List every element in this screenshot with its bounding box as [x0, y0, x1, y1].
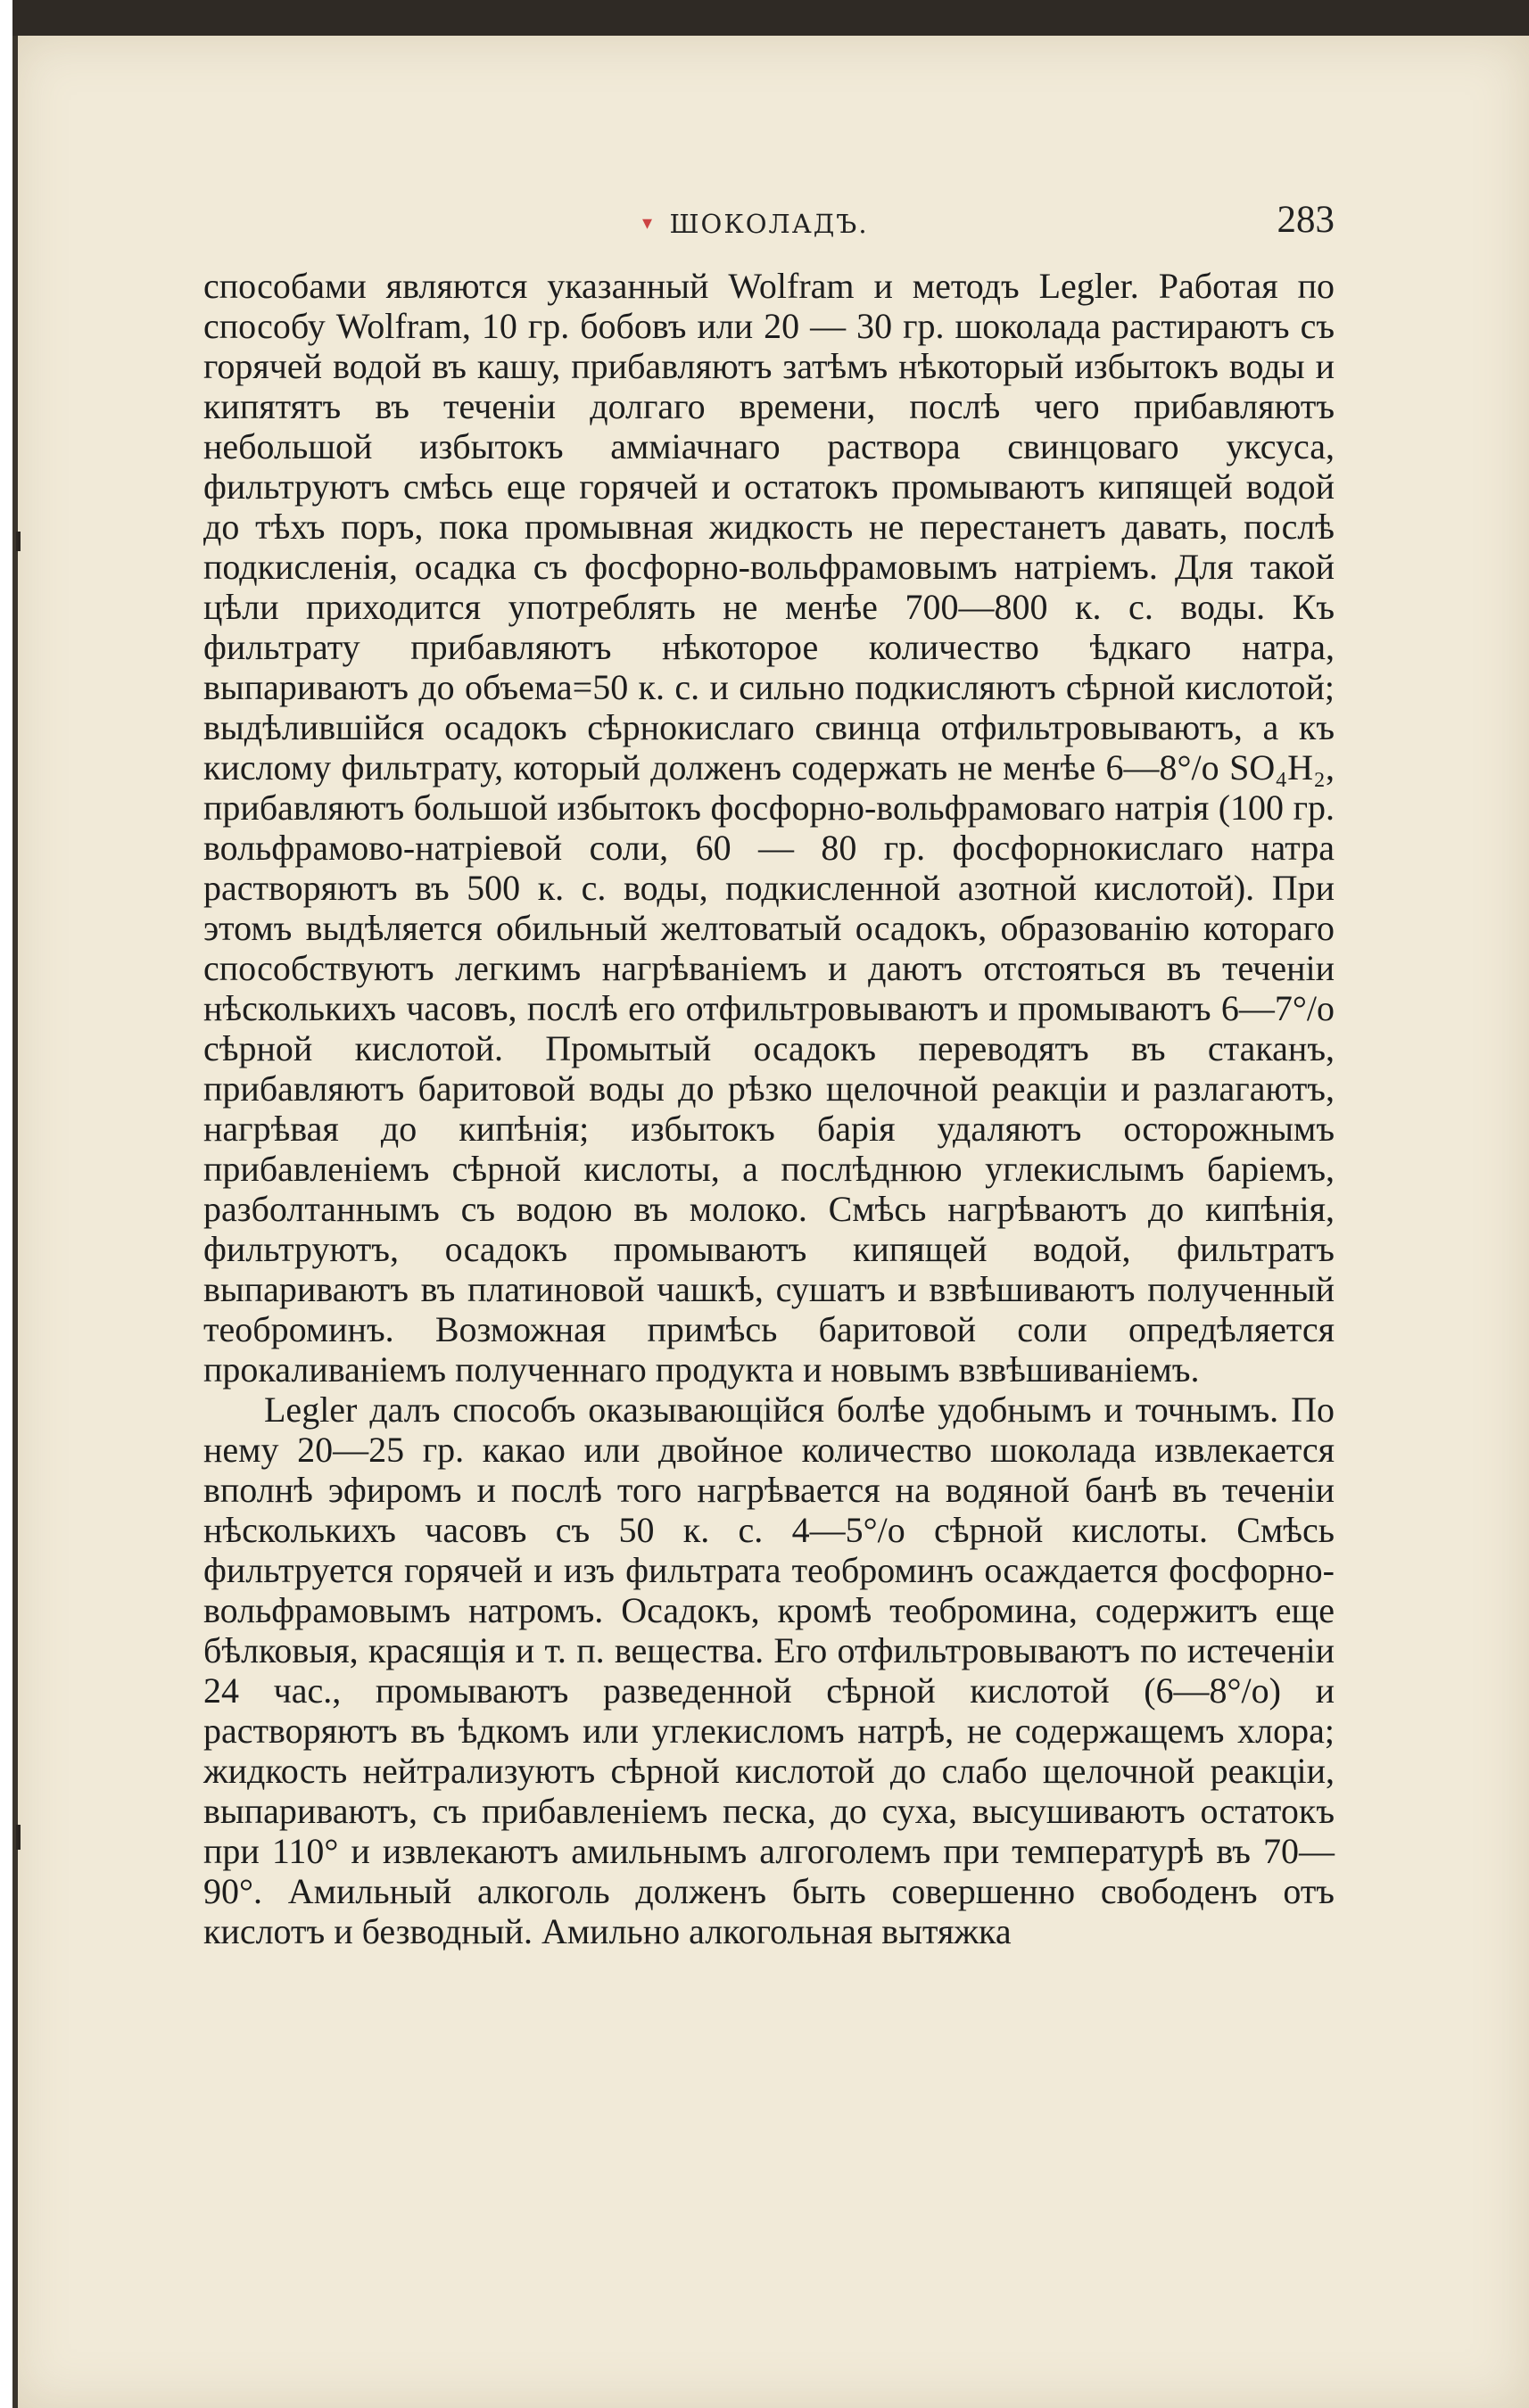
- running-title: ШОКОЛАДЪ.: [669, 209, 869, 239]
- page-header: [203, 198, 1335, 252]
- margin-mark: [16, 532, 21, 551]
- paragraph: способами являются указанный Wolfram и методъ Legler. Работая по способу Wolfram, 10 гр. бобовъ или 20 — 30 гр. шоколада растираютъ съ горячей водой въ кашу, прибавляютъ затѣмъ нѣкоторый избытокъ воды и кипятятъ въ теченіи долгаго времени, послѣ чего прибавляютъ небольшой избытокъ амміачнаго раствора свинцоваго уксуса, фильтруютъ смѣсь еще горячей и остатокъ промываютъ кипящей водой до тѣхъ поръ, пока промывная жидкость не перестанетъ давать, послѣ подкисленія, осадка съ фосфорно-вольфрамовымъ натріемъ. Для такой цѣли приходится употреблять не менѣе 700—800 к. с. воды. Къ фильтрату прибавляютъ нѣкоторое количество ѣдкаго натра, выпариваютъ до объема=50 к. с. и сильно подкисляютъ сѣрной кислотой; выдѣлившійся осадокъ сѣрнокислаго свинца отфильтровываютъ, а къ кислому фильтрату, который долженъ содержать не менѣе 6—8°/о SO₄H₂, прибавляютъ большой избытокъ фосфорно-вольфрамоваго натрія (100 гр. вольфрамово-натріевой соли, 60 — 80 гр. фосфорнокислаго натра растворяютъ въ 500 к. с. воды, подкисленной азотной кислотой). При этомъ выдѣляется обильный желтоватый осадокъ, образованію котораго способствуютъ легкимъ нагрѣваніемъ и даютъ отстояться въ теченіи нѣсколькихъ часовъ, послѣ его отфильтровываютъ и промываютъ 6—7°/о сѣрной кислотой. Промытый осадокъ переводятъ въ стаканъ, прибавляютъ баритовой воды до рѣзко щелочной реакціи и разлагаютъ, нагрѣвая до кипѣнія; избытокъ барія удаляютъ осторожнымъ прибавленіемъ сѣрной кислоты, а послѣднюю углекислымъ баріемъ, разболтаннымъ съ водою въ молоко. Смѣсь нагрѣваютъ до кипѣнія, фильтруютъ, осадокъ промываютъ кипящей водой, фильтратъ выпариваютъ въ платиновой чашкѣ, сушатъ и взвѣшиваютъ полученный теоброминъ. Возможная примѣсь баритовой соли опредѣляется прокаливаніемъ полученнаго продукта и новымъ взвѣшиваніемъ.: [203, 266, 1335, 1390]
- page-binding-edge: [12, 36, 18, 2408]
- paragraph: Legler далъ способъ оказывающійся болѣе удобнымъ и точнымъ. По нему 20—25 гр. какао или двойное количество шоколада извлекается вполнѣ эфиромъ и послѣ того нагрѣвается на водяной банѣ въ теченіи нѣсколькихъ часовъ съ 50 к. с. 4—5°/о сѣрной кислоты. Смѣсь фильтруется горячей и изъ фильтрата теоброминъ осаждается фосфорно-вольфрамовымъ натромъ. Осадокъ, кромѣ теобромина, содержитъ еще бѣлковыя, красящія и т. п. вещества. Его отфильтровываютъ по истеченіи 24 час., промываютъ разведенной сѣрной кислотой (6—8°/о) и растворяютъ въ ѣдкомъ или углекисломъ натрѣ, не содержащемъ хлора; жидкость нейтрализуютъ сѣрной кислотой до слабо щелочной реакціи, выпариваютъ, съ прибавленіемъ песка, до суха, высушиваютъ остатокъ при 110° и извлекаютъ амильнымъ алгоголемъ при температурѣ въ 70—90°. Амильный алкоголь долженъ быть совершенно свободенъ отъ кислотъ и безводный. Амильно алкогольная вытяжка: [203, 1390, 1335, 1951]
- ornament-icon: ▾: [642, 212, 653, 235]
- margin-mark: [16, 1825, 21, 1850]
- body-text: [203, 266, 1335, 1951]
- page-number: 283: [1277, 199, 1335, 241]
- scan-border-top: [12, 0, 1529, 39]
